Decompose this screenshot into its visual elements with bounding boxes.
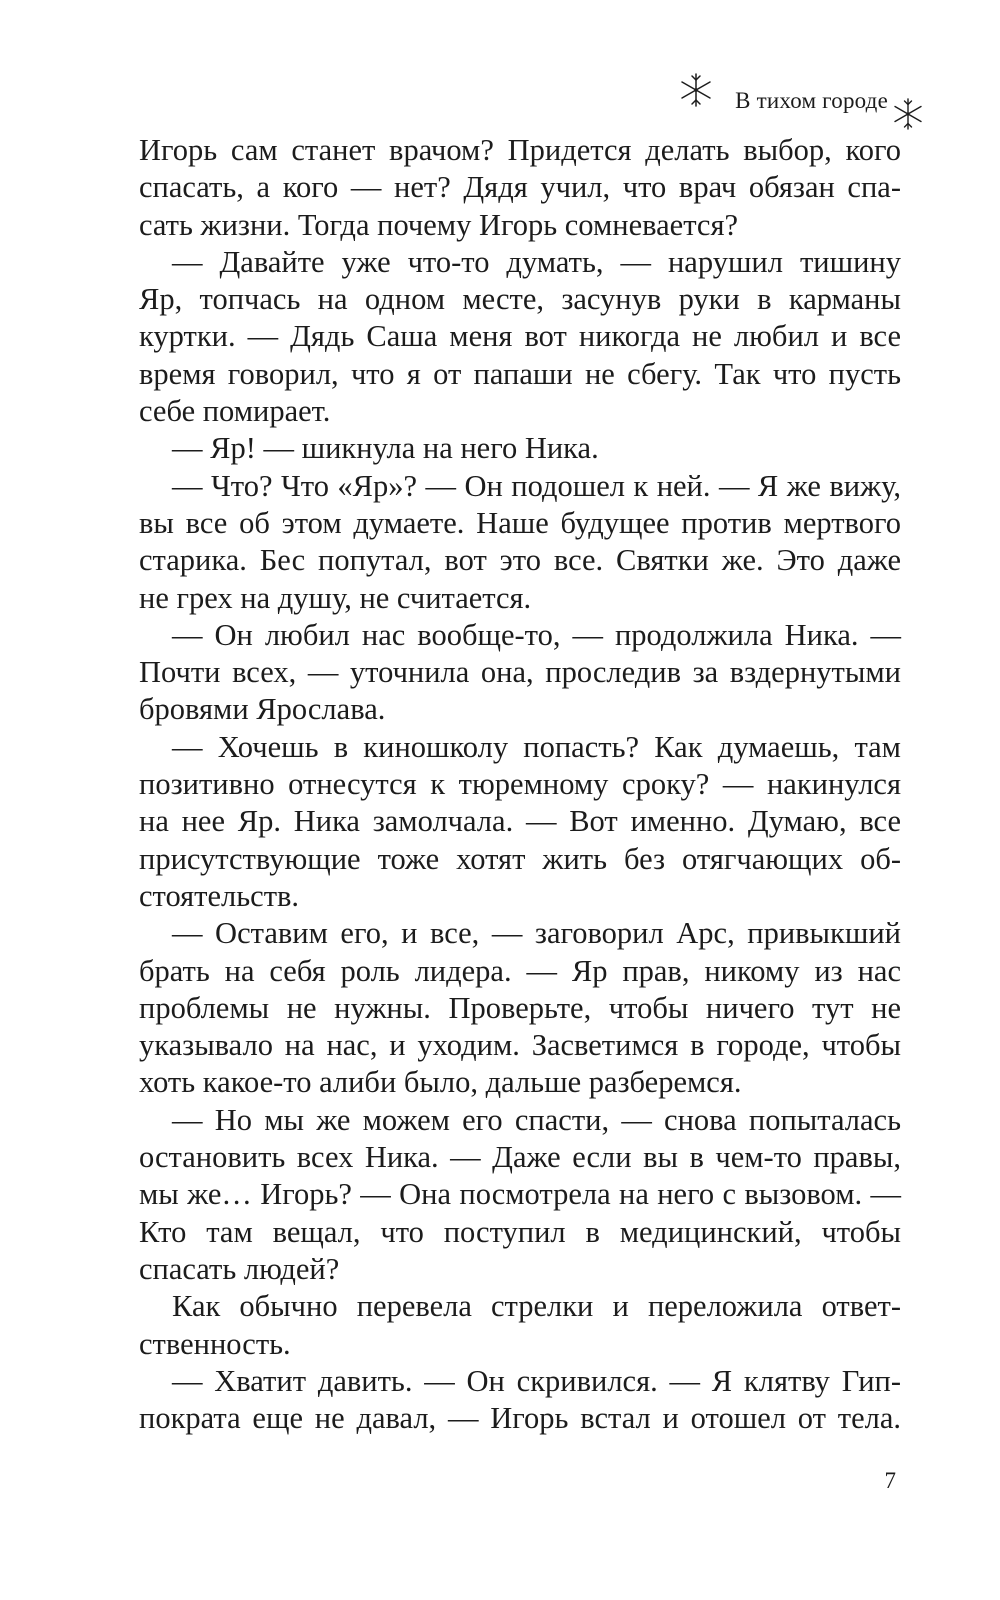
text-line: — Но мы же можем его спасти, — снова попыталась [172,1102,901,1137]
text-line: Как обычно перевела стрелки и переложила ответ- [172,1289,901,1324]
text-line: спасать, а кого — нет? Дядя учил, что врач обязан спа- [139,170,901,205]
text-line: мы же… Игорь? — Она посмотрела на него с вызовом. — [139,1177,901,1212]
text-line: Кто там вещал, что поступил в медицинский, чтобы [139,1214,901,1249]
text-line: вы все об этом думаете. Наше будущее против мертвого [139,505,901,540]
text-line: хоть какое-то алиби было, дальше разберемся. [139,1065,742,1100]
text-line: Почти всех, — уточнила она, проследив за вздернутыми [139,655,901,690]
running-head-title: В тихом городе [735,88,888,113]
text-line: не грех на душу, не считается. [139,580,532,615]
text-line: спасать людей? [139,1251,340,1286]
running-head [670,78,930,128]
text-line: — Оставим его, и все, — заговорил Арс, привыкший [172,916,901,951]
text-line: присутствующие тоже хотят жить без отягчающих об- [139,841,901,876]
text-line: проблемы не нужны. Проверьте, чтобы ничего тут не [139,990,901,1025]
text-line: пократа еще не давал, — Игорь встал и отошел от тела. [139,1401,901,1436]
text-line: сать жизни. Тогда почему Игорь сомневается? [139,207,739,242]
text-line: указывало на нас, и уходим. Засветимся в городе, чтобы [139,1028,901,1063]
text-line: — Хочешь в киношколу попасть? Как думаешь, там [172,729,901,764]
text-line: — Он любил нас вообще-то, — продолжила Ника. — [172,617,901,652]
text-line: брать на себя роль лидера. — Яр прав, никому из нас [139,953,901,988]
text-line: на нее Яр. Ника замолчала. — Вот именно. Думаю, все [139,804,901,839]
text-line: Яр, топчась на одном месте, засунув руки в карманы [139,282,901,317]
page-number: 7 [884,1468,896,1493]
text-line: ственность. [139,1326,291,1361]
snowflake-icon [890,96,926,132]
text-line: Игорь сам станет врачом? Придется делать выбор, кого [139,133,901,167]
text-line: — Что? Что «Яр»? — Он подошел к ней. — Я же вижу, [172,468,901,503]
text-line: себе помирает. [139,394,331,429]
text-line: время говорил, что я от папаши не сбегу. Так что пусть [139,356,901,391]
snowflake-icon [676,70,716,110]
text-line: старика. Бес попутал, вот это все. Святки же. Это даже [139,543,901,578]
text-line: — Яр! — шикнула на него Ника. [172,431,599,466]
text-line: куртки. — Дядь Саша меня вот никогда не любил и все [139,319,901,354]
body-text [139,132,901,1437]
text-line: — Давайте уже что-то думать, — нарушил тишину [172,244,901,279]
text-line: — Хватит давить. — Он скривился. — Я клятву Гип- [172,1363,901,1398]
text-line: позитивно отнесутся к тюремному сроку? — накинулся [139,767,901,802]
text-line: остановить всех Ника. — Даже если вы в чем-то правы, [139,1140,901,1175]
text-line: бровями Ярослава. [139,692,386,727]
text-line: стоятельств. [139,878,300,913]
